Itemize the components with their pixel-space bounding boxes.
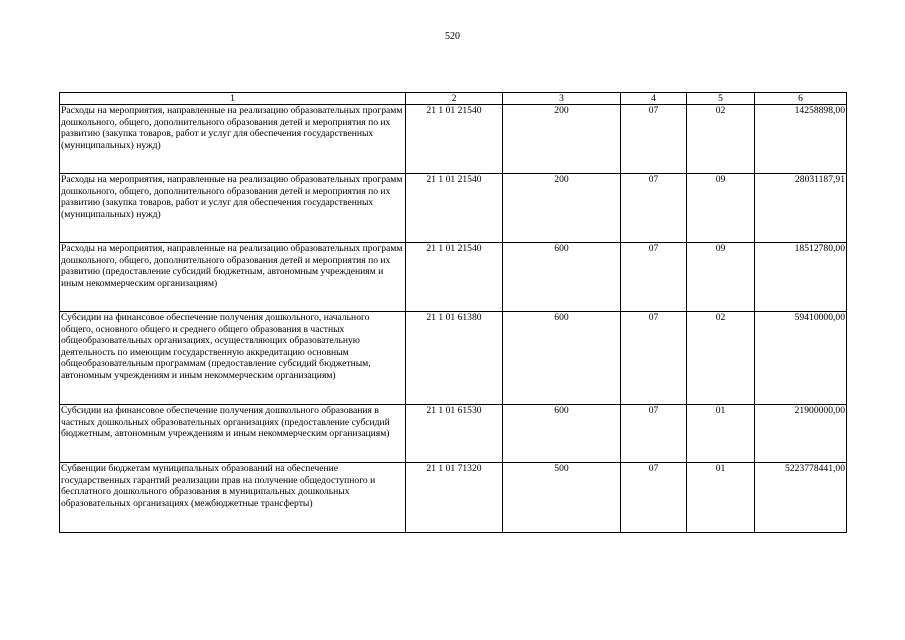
expense-type-cell: 600	[503, 243, 621, 312]
subsection-cell: 02	[687, 312, 755, 405]
expense-type-cell: 200	[503, 174, 621, 243]
expense-name-cell: Расходы на мероприятия, направленные на реализацию образовательных программ дошкольного, общего, дополнительного образования детей и мероприятия по их развитию (закупка товаров, работ и услуг для обеспечения государственных (муниципальных) нужд)	[60, 105, 406, 174]
target-code-cell: 21 1 01 61380	[406, 312, 503, 405]
expense-name-cell: Расходы на мероприятия, направленные на реализацию образовательных программ дошкольного, общего, дополнительного образования детей и мероприятия по их развитию (предоставление субсидий бюджетным, автономным учреждениям и иным некоммерческим организациям)	[60, 243, 406, 312]
subsection-cell: 01	[687, 463, 755, 533]
column-header-2: 2	[406, 93, 503, 105]
budget-table	[59, 92, 847, 533]
table-row	[60, 243, 847, 312]
target-code-cell: 21 1 01 21540	[406, 174, 503, 243]
table-header-row	[60, 93, 847, 105]
subsection-cell: 09	[687, 174, 755, 243]
column-header-6: 6	[755, 93, 847, 105]
subsection-cell: 01	[687, 405, 755, 463]
page-number: 520	[445, 31, 460, 42]
sum-cell: 21900000,00	[755, 405, 847, 463]
expense-name-cell: Субсидии на финансовое обеспечение получения дошкольного образования в частных дошкольных образовательных организациях (предоставление субсидий бюджетным, автономным учреждениям и иным некоммерческим организациям)	[60, 405, 406, 463]
expense-type-cell: 500	[503, 463, 621, 533]
column-header-1: 1	[60, 93, 406, 105]
expense-name-cell: Расходы на мероприятия, направленные на реализацию образовательных программ дошкольного, общего, дополнительного образования детей и мероприятия по их развитию (закупка товаров, работ и услуг для обеспечения государственных (муниципальных) нужд)	[60, 174, 406, 243]
expense-type-cell: 600	[503, 405, 621, 463]
sum-cell: 14258898,00	[755, 105, 847, 174]
section-cell: 07	[621, 243, 687, 312]
section-cell: 07	[621, 463, 687, 533]
expense-name-cell: Субвенции бюджетам муниципальных образований на обеспечение государственных гарантий реализации прав на получение общедоступного и бесплатного дошкольного образования в муниципальных дошкольных образовательных организациях (межбюджетные трансферты)	[60, 463, 406, 533]
section-cell: 07	[621, 105, 687, 174]
column-header-3: 3	[503, 93, 621, 105]
sum-cell: 5223778441,00	[755, 463, 847, 533]
section-cell: 07	[621, 312, 687, 405]
table-row	[60, 405, 847, 463]
target-code-cell: 21 1 01 21540	[406, 105, 503, 174]
expense-name-cell: Субсидии на финансовое обеспечение получения дошкольного, начального общего, основного общего и среднего общего образования в частных общеобразовательных организациях, осуществляющих образовательную деятельность по имеющим государственную аккредитацию основным общеобразовательным программам (предоставление субсидий бюджетным, автономным учреждениям и иным некоммерческим организациям)	[60, 312, 406, 405]
table-row	[60, 105, 847, 174]
column-header-5: 5	[687, 93, 755, 105]
target-code-cell: 21 1 01 61530	[406, 405, 503, 463]
section-cell: 07	[621, 405, 687, 463]
subsection-cell: 09	[687, 243, 755, 312]
sum-cell: 59410000,00	[755, 312, 847, 405]
section-cell: 07	[621, 174, 687, 243]
sum-cell: 28031187,91	[755, 174, 847, 243]
target-code-cell: 21 1 01 71320	[406, 463, 503, 533]
subsection-cell: 02	[687, 105, 755, 174]
table-row	[60, 463, 847, 533]
expense-type-cell: 600	[503, 312, 621, 405]
column-header-4: 4	[621, 93, 687, 105]
target-code-cell: 21 1 01 21540	[406, 243, 503, 312]
sum-cell: 18512780,00	[755, 243, 847, 312]
expense-type-cell: 200	[503, 105, 621, 174]
table-row	[60, 312, 847, 405]
table-row	[60, 174, 847, 243]
